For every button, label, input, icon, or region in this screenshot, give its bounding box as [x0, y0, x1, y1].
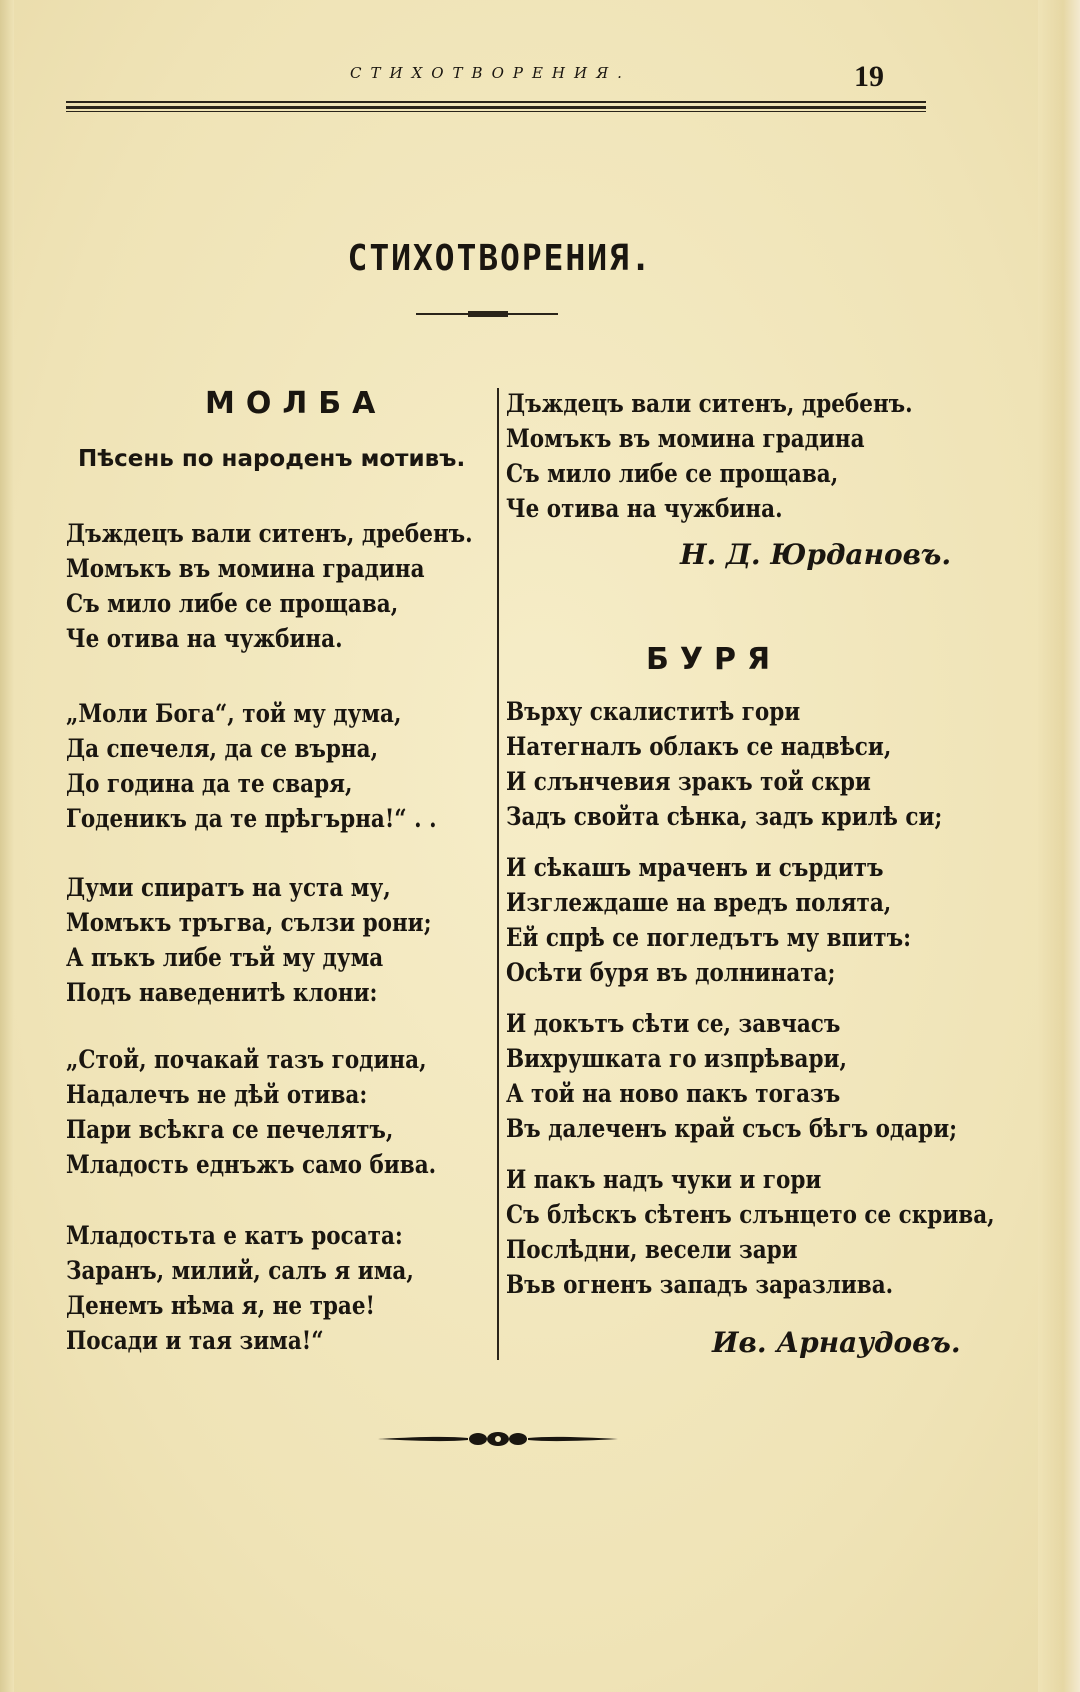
verse-line: Че отива на чужбина.: [506, 494, 783, 523]
stanza: [66, 1042, 496, 1182]
verse-line: Натегналъ облакъ се надвѣси,: [506, 732, 892, 761]
verse-line: А пъкъ либе тъй му дума: [66, 943, 384, 972]
author-signature: Ив. Арнаудовъ.: [712, 1326, 961, 1359]
verse-line: Съ мило либе се прощава,: [66, 589, 399, 618]
page-number: 19: [854, 60, 884, 93]
verse-line: А той на ново пакъ тогазъ: [506, 1079, 841, 1108]
verse-line: „Моли Бога“, той му дума,: [66, 699, 402, 728]
verse-line: Младостьта е катъ росата:: [66, 1221, 403, 1250]
author-signature: Н. Д. Юрдановъ.: [680, 538, 952, 571]
verse-line: Денемъ нѣма я, не трае!: [66, 1291, 375, 1320]
column-divider: [497, 388, 499, 1360]
stanza: [506, 1006, 1031, 1146]
running-head: СТИХОТВОРЕНИЯ.: [350, 64, 631, 82]
verse-line: И сѣкашъ мраченъ и сърдитъ: [506, 853, 884, 882]
verse-line: Заранъ, милий, салъ я има,: [66, 1256, 414, 1285]
verse-line: Върху скалиститѣ гори: [506, 697, 801, 726]
verse-line: Задъ свойта сѣнка, задъ крилѣ си;: [506, 802, 943, 831]
verse-line: Годеникъ да те прѣгърна!“ . .: [66, 804, 437, 833]
stanza: [506, 386, 979, 526]
verse-line: Пари всѣкга се печелятъ,: [66, 1115, 394, 1144]
verse-line: И докътъ сѣти се, завчасъ: [506, 1009, 841, 1038]
stanza: [66, 516, 539, 656]
title-rule: [468, 311, 508, 317]
verse-line: Подъ наведенитѣ клони:: [66, 978, 378, 1007]
verse-line: Момъкъ въ момина градина: [506, 424, 865, 453]
verse-line: Дъждецъ вали ситенъ, дребенъ.: [66, 519, 473, 548]
header-rule: [66, 106, 926, 109]
verse-line: Надалечъ не дѣй отива:: [66, 1080, 368, 1109]
verse-line: Вихрушката го изпрѣвари,: [506, 1044, 847, 1073]
page-edge-shadow: [0, 0, 14, 1692]
stanza: [66, 696, 497, 836]
stanza: [506, 694, 1013, 834]
verse-line: Момъкъ тръгва, сълзи рони;: [66, 908, 432, 937]
verse-line: „Стой, почакай тазъ година,: [66, 1045, 427, 1074]
stanza: [66, 1218, 470, 1358]
stanza: [66, 870, 491, 1010]
page-edge-shadow: [1038, 0, 1080, 1692]
poem-title-molba: МОЛБА: [205, 386, 387, 421]
poem-title-burya: БУРЯ: [646, 642, 782, 677]
verse-line: Младость еднъжъ само бива.: [66, 1150, 437, 1179]
poem-subtitle: Пѣсень по народенъ мотивъ.: [78, 446, 466, 472]
verse-line: Във огненъ западъ заразлива.: [506, 1270, 894, 1299]
verse-line: Дъждецъ вали ситенъ, дребенъ.: [506, 389, 913, 418]
verse-line: Осѣти буря въ долнината;: [506, 958, 836, 987]
stanza: [506, 850, 977, 990]
header-rule: [66, 101, 926, 103]
section-title: СТИХОТВОРЕНИЯ.: [347, 238, 653, 279]
verse-line: Въ далеченъ край съсъ бѣгъ одари;: [506, 1114, 958, 1143]
verse-line: Изглеждаше на вредъ полята,: [506, 888, 892, 917]
verse-line: Думи спиратъ на уста му,: [66, 873, 391, 902]
verse-line: Че отива на чужбина.: [66, 624, 343, 653]
header-rule: [66, 111, 926, 112]
verse-line: И слънчевия зракъ той скри: [506, 767, 871, 796]
verse-line: Послѣдни, весели зари: [506, 1235, 798, 1264]
stanza: [506, 1162, 1074, 1302]
ornament-divider: [376, 1428, 620, 1450]
verse-line: Момъкъ въ момина градина: [66, 554, 425, 583]
verse-line: Ей спрѣ се погледътъ му впитъ:: [506, 923, 912, 952]
verse-line: До година да те сваря,: [66, 769, 353, 798]
verse-line: И пакъ надъ чуки и гори: [506, 1165, 822, 1194]
verse-line: Съ мило либе се прощава,: [506, 459, 839, 488]
verse-line: Да спечеля, да се върна,: [66, 734, 379, 763]
verse-line: Посади и тая зима!“: [66, 1326, 324, 1355]
verse-line: Съ блѣскъ сѣтенъ слънцето се скрива,: [506, 1200, 995, 1229]
